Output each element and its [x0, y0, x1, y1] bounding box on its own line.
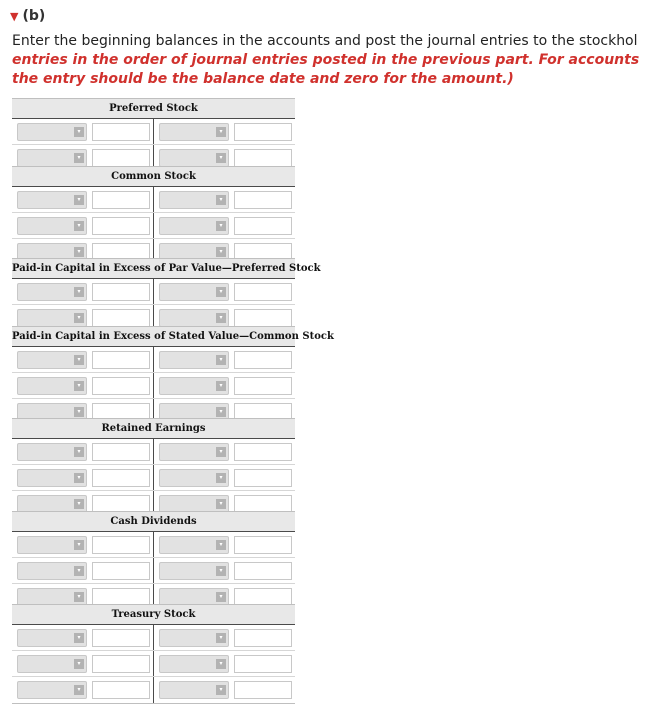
- credit-amount-input[interactable]: [234, 351, 292, 369]
- credit-amount-input[interactable]: [234, 629, 292, 647]
- debit-amount-input[interactable]: [92, 629, 150, 647]
- t-account-row: [12, 677, 295, 703]
- t-account-body: [12, 187, 295, 266]
- credit-amount-input[interactable]: [234, 217, 292, 235]
- credit-date-select[interactable]: [159, 655, 229, 673]
- chevron-down-icon[interactable]: ▾: [216, 355, 226, 365]
- debit-date-select[interactable]: [17, 283, 87, 301]
- t-account-title: Retained Earnings: [12, 418, 295, 439]
- instructions-line-3: the entry should be the balance date and zero for the amount.): [12, 71, 514, 87]
- credit-amount-input[interactable]: [234, 469, 292, 487]
- t-account: [12, 511, 295, 611]
- instructions: [12, 32, 652, 89]
- debit-amount-input[interactable]: [92, 309, 150, 327]
- chevron-down-icon[interactable]: ▾: [74, 381, 84, 391]
- chevron-down-icon[interactable]: ▾: [74, 195, 84, 205]
- debit-date-select[interactable]: [17, 443, 87, 461]
- chevron-down-icon[interactable]: ▾: [74, 153, 84, 163]
- credit-amount-input[interactable]: [234, 123, 292, 141]
- debit-date-select[interactable]: [17, 123, 87, 141]
- t-account-row: [12, 373, 295, 399]
- t-account-row: [12, 625, 295, 651]
- debit-amount-input[interactable]: [92, 191, 150, 209]
- debit-date-select[interactable]: [17, 309, 87, 327]
- part-label: (b): [22, 8, 46, 24]
- debit-date-select[interactable]: [17, 562, 87, 580]
- chevron-down-icon[interactable]: ▾: [216, 221, 226, 231]
- credit-amount-input[interactable]: [234, 149, 292, 167]
- t-account-row: [12, 213, 295, 239]
- t-account-body: [12, 625, 295, 704]
- chevron-down-icon[interactable]: ▾: [216, 287, 226, 297]
- chevron-down-icon[interactable]: ▾: [74, 127, 84, 137]
- caret-down-icon: ▼: [10, 10, 19, 23]
- debit-amount-input[interactable]: [92, 283, 150, 301]
- credit-amount-input[interactable]: [234, 562, 292, 580]
- credit-amount-input[interactable]: [234, 191, 292, 209]
- chevron-down-icon[interactable]: ▾: [74, 473, 84, 483]
- credit-date-select[interactable]: [159, 351, 229, 369]
- debit-amount-input[interactable]: [92, 149, 150, 167]
- credit-date-select[interactable]: [159, 217, 229, 235]
- t-account: [12, 604, 295, 704]
- credit-date-select[interactable]: [159, 443, 229, 461]
- credit-amount-input[interactable]: [234, 309, 292, 327]
- credit-date-select[interactable]: [159, 536, 229, 554]
- debit-amount-input[interactable]: [92, 351, 150, 369]
- debit-date-select[interactable]: [17, 377, 87, 395]
- chevron-down-icon[interactable]: ▾: [74, 566, 84, 576]
- chevron-down-icon[interactable]: ▾: [216, 473, 226, 483]
- debit-date-select[interactable]: [17, 629, 87, 647]
- debit-amount-input[interactable]: [92, 377, 150, 395]
- chevron-down-icon[interactable]: ▾: [74, 287, 84, 297]
- chevron-down-icon[interactable]: ▾: [216, 381, 226, 391]
- debit-amount-input[interactable]: [92, 217, 150, 235]
- credit-date-select[interactable]: [159, 469, 229, 487]
- debit-amount-input[interactable]: [92, 681, 150, 699]
- chevron-down-icon[interactable]: ▾: [216, 127, 226, 137]
- debit-date-select[interactable]: [17, 536, 87, 554]
- t-account: [12, 326, 334, 426]
- debit-date-select[interactable]: [17, 681, 87, 699]
- chevron-down-icon[interactable]: ▾: [74, 247, 84, 257]
- chevron-down-icon[interactable]: ▾: [216, 313, 226, 323]
- debit-date-select[interactable]: [17, 655, 87, 673]
- t-account-body: [12, 347, 295, 426]
- credit-amount-input[interactable]: [234, 283, 292, 301]
- t-account-row: [12, 187, 295, 213]
- chevron-down-icon[interactable]: ▾: [74, 592, 84, 602]
- debit-amount-input[interactable]: [92, 536, 150, 554]
- t-account-body: [12, 439, 295, 518]
- credit-date-select[interactable]: [159, 283, 229, 301]
- credit-date-select[interactable]: [159, 123, 229, 141]
- chevron-down-icon[interactable]: ▾: [216, 499, 226, 509]
- credit-amount-input[interactable]: [234, 377, 292, 395]
- chevron-down-icon[interactable]: ▾: [74, 499, 84, 509]
- chevron-down-icon[interactable]: ▾: [74, 633, 84, 643]
- t-account: [12, 98, 295, 172]
- t-account-title: Paid-in Capital in Excess of Stated Value—Common Stock: [12, 326, 295, 347]
- debit-date-select[interactable]: [17, 217, 87, 235]
- t-account-row: [12, 119, 295, 145]
- credit-amount-input[interactable]: [234, 681, 292, 699]
- credit-date-select[interactable]: [159, 629, 229, 647]
- chevron-down-icon[interactable]: ▾: [216, 195, 226, 205]
- t-account-title: Paid-in Capital in Excess of Par Value—Preferred Stock: [12, 258, 295, 279]
- t-account-row: [12, 347, 295, 373]
- t-account-row: [12, 558, 295, 584]
- chevron-down-icon[interactable]: ▾: [216, 247, 226, 257]
- instructions-line-2: entries in the order of journal entries posted in the previous part. For accounts: [12, 52, 640, 68]
- t-account-row: [12, 279, 295, 305]
- t-account-body: [12, 119, 295, 172]
- credit-amount-input[interactable]: [234, 655, 292, 673]
- chevron-down-icon[interactable]: ▾: [74, 447, 84, 457]
- credit-date-select[interactable]: [159, 309, 229, 327]
- t-account: [12, 418, 295, 518]
- chevron-down-icon[interactable]: ▾: [216, 566, 226, 576]
- debit-amount-input[interactable]: [92, 655, 150, 673]
- chevron-down-icon[interactable]: ▾: [216, 153, 226, 163]
- credit-date-select[interactable]: [159, 681, 229, 699]
- t-account-title: Cash Dividends: [12, 511, 295, 532]
- debit-amount-input[interactable]: [92, 469, 150, 487]
- chevron-down-icon[interactable]: ▾: [216, 685, 226, 695]
- chevron-down-icon[interactable]: ▾: [74, 685, 84, 695]
- credit-date-select[interactable]: [159, 191, 229, 209]
- t-account-row: [12, 532, 295, 558]
- t-account-row: [12, 439, 295, 465]
- t-account-body: [12, 532, 295, 611]
- debit-date-select[interactable]: [17, 469, 87, 487]
- chevron-down-icon[interactable]: ▾: [74, 540, 84, 550]
- chevron-down-icon[interactable]: ▾: [216, 407, 226, 417]
- t-account: [12, 166, 295, 266]
- debit-amount-input[interactable]: [92, 123, 150, 141]
- chevron-down-icon[interactable]: ▾: [74, 355, 84, 365]
- debit-date-select[interactable]: [17, 191, 87, 209]
- chevron-down-icon[interactable]: ▾: [74, 221, 84, 231]
- t-account-title: Preferred Stock: [12, 98, 295, 119]
- t-account-title: Treasury Stock: [12, 604, 295, 625]
- credit-date-select[interactable]: [159, 377, 229, 395]
- debit-amount-input[interactable]: [92, 443, 150, 461]
- t-account: [12, 258, 321, 332]
- chevron-down-icon[interactable]: ▾: [216, 659, 226, 669]
- t-account-row: [12, 651, 295, 677]
- credit-amount-input[interactable]: [234, 443, 292, 461]
- chevron-down-icon[interactable]: ▾: [216, 540, 226, 550]
- credit-amount-input[interactable]: [234, 536, 292, 554]
- part-b-heading[interactable]: [10, 8, 45, 24]
- chevron-down-icon[interactable]: ▾: [74, 659, 84, 669]
- credit-date-select[interactable]: [159, 562, 229, 580]
- chevron-down-icon[interactable]: ▾: [216, 592, 226, 602]
- debit-date-select[interactable]: [17, 149, 87, 167]
- credit-date-select[interactable]: [159, 149, 229, 167]
- debit-amount-input[interactable]: [92, 562, 150, 580]
- t-account-body: [12, 279, 295, 332]
- chevron-down-icon[interactable]: ▾: [74, 407, 84, 417]
- debit-date-select[interactable]: [17, 351, 87, 369]
- t-account-title: Common Stock: [12, 166, 295, 187]
- t-account-row: [12, 465, 295, 491]
- chevron-down-icon[interactable]: ▾: [216, 633, 226, 643]
- chevron-down-icon[interactable]: ▾: [74, 313, 84, 323]
- chevron-down-icon[interactable]: ▾: [216, 447, 226, 457]
- instructions-line-1: Enter the beginning balances in the accounts and post the journal entries to the stockhol: [12, 33, 638, 49]
